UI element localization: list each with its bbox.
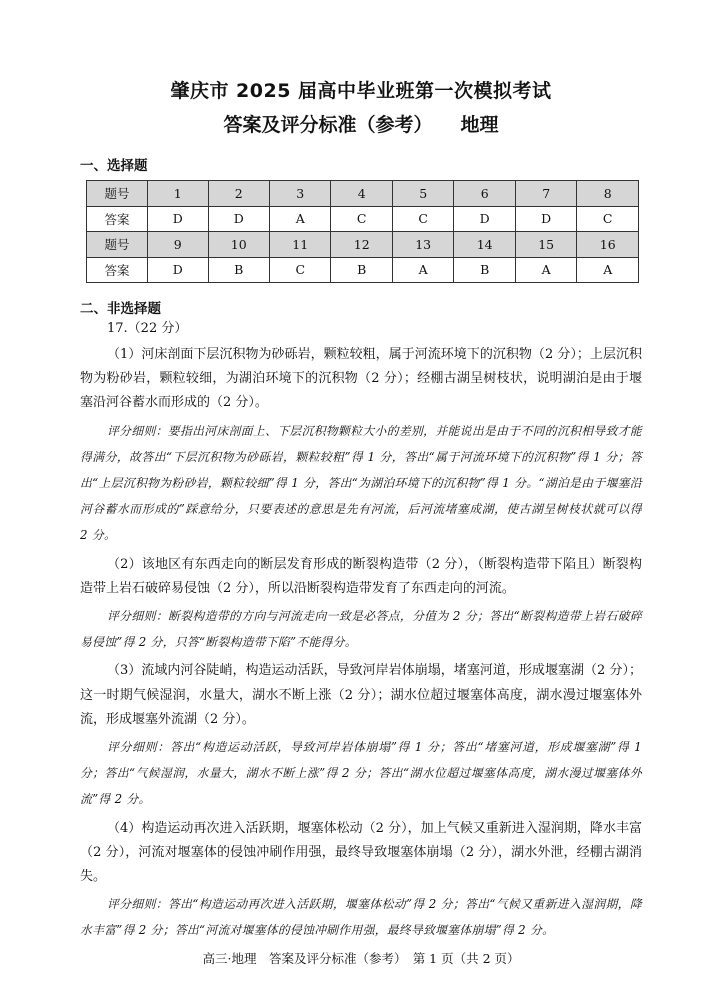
table-cell: 答案 (87, 257, 148, 283)
answer-table (86, 180, 639, 283)
answer-part-1: （1）河床剖面下层沉积物为砂砾岩，颗粒较粗，属于河流环境下的沉积物（2 分）；上层沉积物为粉砂岩，颗粒较细，为湖泊环境下的沉积物（2 分）；经棚古湖呈树枝状，说明湖泊是由于堰塞沿河谷蓄水而形成的（2 分）。 (80, 347, 642, 411)
answer-part-3: （3）流域内河谷陡峭，构造运动活跃，导致河岸岩体崩塌，堵塞河道，形成堰塞湖（2 分）；这一时期气候湿润，水量大，湖水不断上涨（2 分）；湖水位超过堰塞体高度，湖水漫过堰塞体外流，形成堰塞外流湖（2 分）。 (80, 663, 642, 727)
table-cell: 12 (331, 232, 392, 258)
answer-part-4: （4）构造运动再次进入活跃期，堰塞体松动（2 分），加上气候又重新进入湿润期，降水丰富（2 分），河流对堰塞体的侵蚀冲刷作用强，最终导致堰塞体崩塌（2 分），湖水外泄，经棚古湖消失。 (80, 820, 642, 885)
table-cell: B (208, 257, 269, 283)
table-cell: 7 (515, 181, 576, 207)
page-footer: 高三·地理 答案及评分标准（参考） 第 1 页（共 2 页） (202, 951, 520, 966)
table-cell: C (269, 257, 330, 283)
table-cell: 4 (331, 181, 392, 207)
table-cell: A (577, 257, 639, 283)
answer-content (80, 317, 642, 948)
table-row (87, 232, 639, 258)
table-cell: 13 (392, 232, 453, 258)
table-cell: A (269, 206, 330, 232)
table-cell: A (515, 257, 576, 283)
table-row (87, 181, 639, 207)
scoring-detail-1: 评分细则：要指出河床剖面上、下层沉积物颗粒大小的差别，并能说出是由于不同的沉积相导致才能得满分，故答出“下层沉积物为砂砾岩，颗粒较粗”得 1 分，答出“属于河流环境下的沉积物”得 1 分；答出“上层沉积物为粉砂岩，颗粒较细”得 1 分，答出“为湖泊环境下的沉积物”得 1 分。“湖泊是由于堰塞沿河谷蓄水而形成的”踩意给分，只要表述的意思是先有河流，后河流堵塞成湖，使古湖呈树枝状就可以得 2 分。 (80, 423, 642, 543)
table-cell: 1 (147, 181, 208, 207)
table-cell: 10 (208, 232, 269, 258)
table-row (87, 206, 639, 232)
subtitle-label: 答案及评分标准（参考） (223, 114, 433, 136)
table-cell: D (454, 206, 515, 232)
table-cell: 8 (577, 181, 639, 207)
table-cell: 16 (577, 232, 639, 258)
table-cell: 题号 (87, 181, 148, 207)
scoring-detail-4: 评分细则：答出“构造运动再次进入活跃期，堰塞体松动”得 2 分；答出“气候又重新进入湿润期，降水丰富”得 2 分；答出“河流对堰塞体的侵蚀冲刷作用强，最终导致堰塞体崩塌”得 2 分。 (80, 897, 642, 938)
scoring-detail-3: 评分细则：答出“构造运动活跃，导致河岸岩体崩塌”得 1 分；答出“堵塞河道，形成堰塞湖”得 1 分；答出“气候湿润，水量大，湖水不断上涨”得 2 分；答出“湖水位超过堰塞体高度，湖水漫过堰塞体外流”得 2 分。 (80, 740, 642, 807)
table-cell: 9 (147, 232, 208, 258)
table-cell: 3 (269, 181, 330, 207)
table-cell: 14 (454, 232, 515, 258)
subject-label: 地理 (460, 114, 499, 136)
question-number: 17.（22 分） (107, 321, 188, 336)
table-cell: C (392, 206, 453, 232)
table-cell: D (147, 257, 208, 283)
answer-part-2: （2）该地区有东西走向的断层发育形成的断裂构造带（2 分），（断裂构造带下陷且）断裂构造带上岩石破碎易侵蚀（2 分），所以沿断裂构造带发育了东西走向的河流。 (80, 556, 642, 596)
table-cell: C (577, 206, 639, 232)
document-title: 肇庆市 2025 届高中毕业班第一次模拟考试 (170, 80, 552, 102)
section-heading-choice: 一、选择题 (80, 158, 148, 174)
table-cell: B (454, 257, 515, 283)
table-cell: 5 (392, 181, 453, 207)
table-cell: 答案 (87, 206, 148, 232)
document-subtitle (0, 110, 722, 137)
table-cell: A (392, 257, 453, 283)
table-cell: D (147, 206, 208, 232)
table-cell: 15 (515, 232, 576, 258)
table-cell: 2 (208, 181, 269, 207)
table-cell: 6 (454, 181, 515, 207)
table-cell: D (208, 206, 269, 232)
scoring-detail-2: 评分细则：断裂构造带的方向与河流走向一致是必答点，分值为 2 分；答出“断裂构造带上岩石破碎易侵蚀”得 2 分，只答“断裂构造带下陷”不能得分。 (80, 609, 642, 650)
table-cell: 11 (269, 232, 330, 258)
table-cell: D (515, 206, 576, 232)
table-cell: C (331, 206, 392, 232)
table-row (87, 257, 639, 283)
table-cell: 题号 (87, 232, 148, 258)
table-cell: B (331, 257, 392, 283)
section-heading-nonchoice: 二、非选择题 (80, 301, 161, 317)
